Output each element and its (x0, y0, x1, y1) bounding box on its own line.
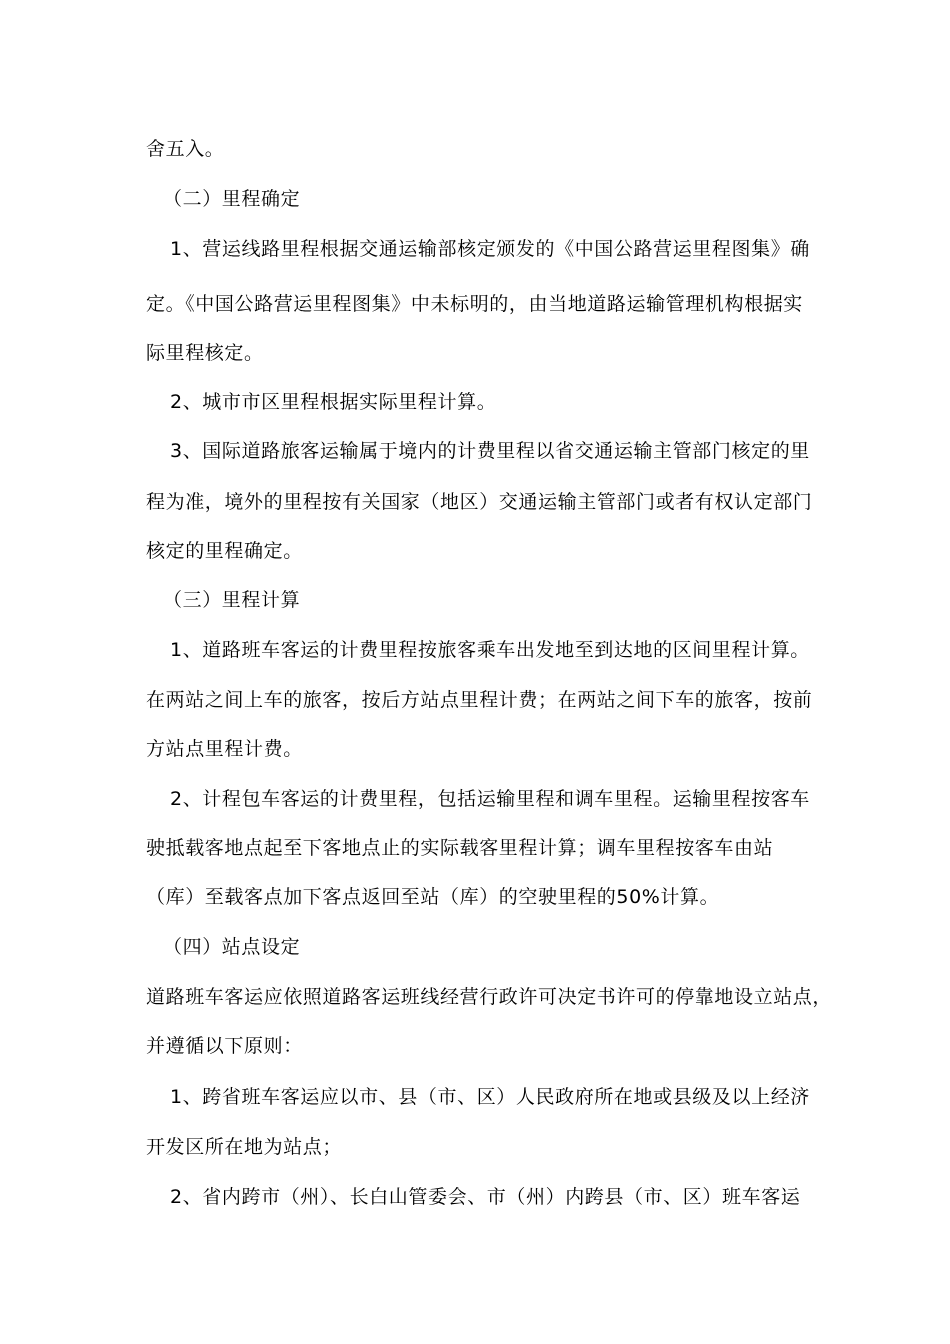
text-line: 定。《中国公路营运里程图集》中未标明的，由当地道路运输管理机构根据实 (146, 293, 803, 315)
text-line: 2、计程包车客运的计费里程，包括运输里程和调车里程。运输里程按客车 (170, 788, 810, 810)
section-heading: （二）里程确定 (163, 188, 301, 210)
text-line: 道路班车客运应依照道路客运班线经营行政许可决定书许可的停靠地设立站点， (146, 986, 833, 1008)
section-heading: （四）站点设定 (163, 936, 301, 958)
text-line: 1、道路班车客运的计费里程按旅客乘车出发地至到达地的区间里程计算。 (170, 639, 810, 661)
text-line: 驶抵载客地点起至下客地点止的实际载客里程计算；调车里程按客车由站 (146, 837, 774, 859)
section-heading: （三）里程计算 (163, 589, 301, 611)
text-line: （库）至载客点加下客点返回至站（库）的空驶里程的50%计算。 (146, 886, 720, 908)
text-line: 在两站之间上车的旅客，按后方站点里程计费；在两站之间下车的旅客，按前 (146, 689, 813, 711)
text-line: 并遵循以下原则： (146, 1035, 303, 1057)
text-line: 开发区所在地为站点； (146, 1136, 343, 1158)
text-line: 舍五入。 (146, 138, 225, 160)
text-line: 核定的里程确定。 (146, 540, 303, 562)
text-line: 际里程核定。 (146, 342, 264, 364)
text-line: 1、营运线路里程根据交通运输部核定颁发的《中国公路营运里程图集》确 (170, 238, 810, 260)
text-line: 3、国际道路旅客运输属于境内的计费里程以省交通运输主管部门核定的里 (170, 440, 810, 462)
text-line: 程为准，境外的里程按有关国家（地区）交通运输主管部门或者有权认定部门 (146, 491, 813, 513)
text-line: 方站点里程计费。 (146, 738, 303, 760)
text-line: 2、城市市区里程根据实际里程计算。 (170, 391, 497, 413)
text-line: 1、跨省班车客运应以市、县（市、区）人民政府所在地或县级及以上经济 (170, 1086, 810, 1108)
text-line: 2、省内跨市（州）、长白山管委会、市（州）内跨县（市、区）班车客运 (170, 1186, 801, 1208)
